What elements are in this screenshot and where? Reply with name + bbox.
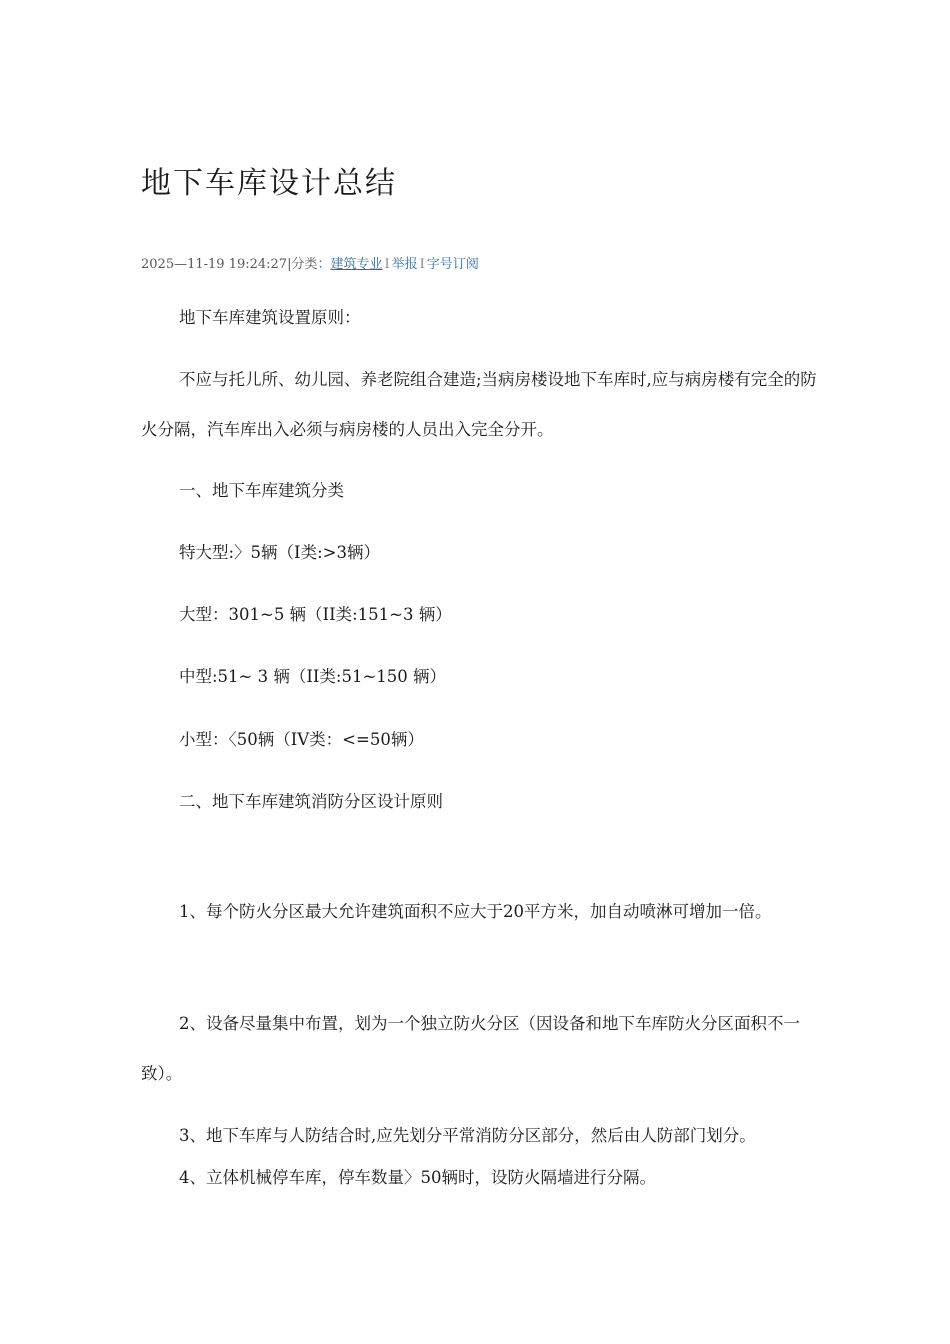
list-item: 大型：301~5 辆（II类:151~3 辆） [179, 605, 452, 624]
meta-separator: I [419, 257, 425, 272]
category-prefix: |分类： [287, 257, 331, 272]
section-heading-classification: 一、地下车库建筑分类 [179, 481, 344, 500]
list-item: 3、地下车库与人防结合时,应先划分平常消防分区部分，然后由人防部门划分。 [179, 1126, 756, 1145]
report-link[interactable]: 举报 [391, 257, 418, 272]
section-heading-fire-zones: 二、地下车库建筑消防分区设计原则 [179, 792, 443, 811]
article-title: 地下车库设计总结 [141, 166, 397, 201]
list-item: 2、设备尽量集中布置，划为一个独立防火分区（因设备和地下车库防火分区面积不一致）。 [141, 1014, 800, 1083]
subscribe-link[interactable]: 订阅 [452, 257, 479, 272]
font-size-link[interactable]: 字号 [426, 257, 453, 272]
meta-separator: I [384, 257, 390, 272]
publish-datetime: 2025—11-19 19:24:27 [141, 257, 288, 272]
category-link[interactable]: 建筑专业 [330, 257, 383, 272]
list-item: 特大型:〉5辆（I类:>3辆） [179, 543, 380, 562]
list-item: 1、每个防火分区最大允许建筑面积不应大于20平方米，加自动喷淋可增加一倍。 [179, 902, 772, 921]
article-meta [141, 253, 479, 272]
list-item: 中型:51~ 3 辆（II类:51~150 辆） [179, 667, 447, 686]
paragraph-principle-heading: 地下车库建筑设置原则： [179, 308, 361, 327]
paragraph-principle-body: 不应与托儿所、幼儿园、养老院组合建造;当病房楼设地下车库时,应与病房楼有完全的防火分隔，汽车库出入必须与病房楼的人员出入完全分开。 [141, 370, 817, 439]
list-item: 小型：〈50辆（IV类：<=50辆） [179, 730, 424, 749]
list-item: 4、立体机械停车库，停车数量〉50辆时，设防火隔墙进行分隔。 [179, 1168, 656, 1187]
